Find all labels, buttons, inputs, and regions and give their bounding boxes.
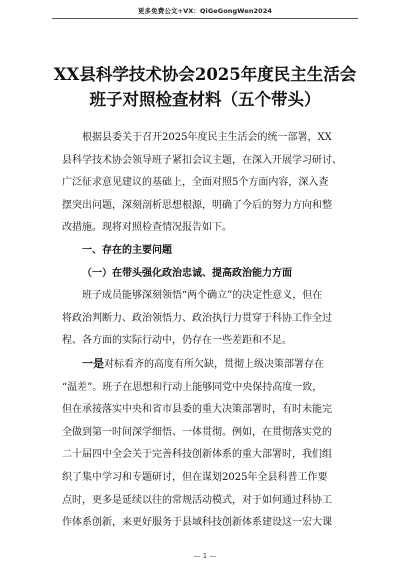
intro-line: 县科学技术协会领导班子紧扣会议主题，在深入开展学习研讨、: [62, 154, 342, 166]
intro-line: 摆突出问题，深刻剖析思想根源，明确了今后的努力方向和整: [62, 199, 332, 211]
title-line-1: XX县科学技术协会2025年度民主生活会: [53, 65, 357, 84]
paragraph-line: 织了集中学习和专题研讨，但在谋划2025年全县科普工作要: [62, 471, 328, 483]
paragraph-line: 将政治判断力、政治领悟力、政治执行力贯穿于科协工作全过: [62, 312, 332, 324]
paragraph-line: 班子成员能够深刻领悟“两个确立”的决定性意义，但在: [82, 290, 323, 302]
section-heading: 一、存在的主要问题: [82, 244, 172, 256]
paragraph-first-rest: 对标看齐的高度有所欠缺，贯彻上级决策部署存在: [104, 358, 324, 370]
paragraph-line: 二十届四中全会关于完善科技创新体系的重大部署时，我们组: [62, 449, 332, 461]
intro-paragraph: [62, 127, 358, 240]
intro-line: 根据县委关于召开2025年度民主生活会的统一部署，XX: [82, 132, 332, 143]
document-title: [40, 62, 370, 112]
paragraph-line: 作体系创新，来更好服务于县域科技创新体系建设这一宏大课: [62, 517, 332, 529]
intro-line: 改措施。现将对照检查情况报告如下。: [62, 222, 232, 234]
paragraph-2: [62, 353, 358, 535]
header-note: 更多免费公文+VX：QiGeGongWen2024: [137, 7, 273, 15]
intro-line: 广泛征求意见建议的基础上，全面对照5个方面内容，深入查: [62, 177, 329, 189]
document-body: [62, 127, 358, 535]
paragraph-line: “温差”。班子在思想和行动上能够同党中央保持高度一致，: [62, 381, 323, 393]
paragraph-line: 全做到第一时间深学细悟、一体贯彻。例如，在贯彻落实党的: [62, 426, 332, 438]
paragraph-1: [62, 285, 358, 353]
subsection-heading: （一）在带头强化政治忠诚、提高政治能力方面: [82, 267, 292, 279]
page-number: — 1 —: [193, 552, 217, 560]
title-line-2: 班子对照检查材料（五个带头）: [89, 90, 321, 109]
paragraph-line: 但在承接落实中央和省市县委的重大决策部署时，有时未能完: [62, 404, 332, 416]
header-rule: [52, 18, 358, 19]
paragraph-lead: 一是: [82, 356, 104, 370]
paragraph-line-first: [62, 353, 358, 377]
paragraph-line: 程、各方面的实际行动中，仍存在一些差距和不足。: [62, 335, 292, 347]
paragraph-line: 点时，更多是延续以往的常规活动模式，对于如何通过科协工: [62, 494, 332, 506]
